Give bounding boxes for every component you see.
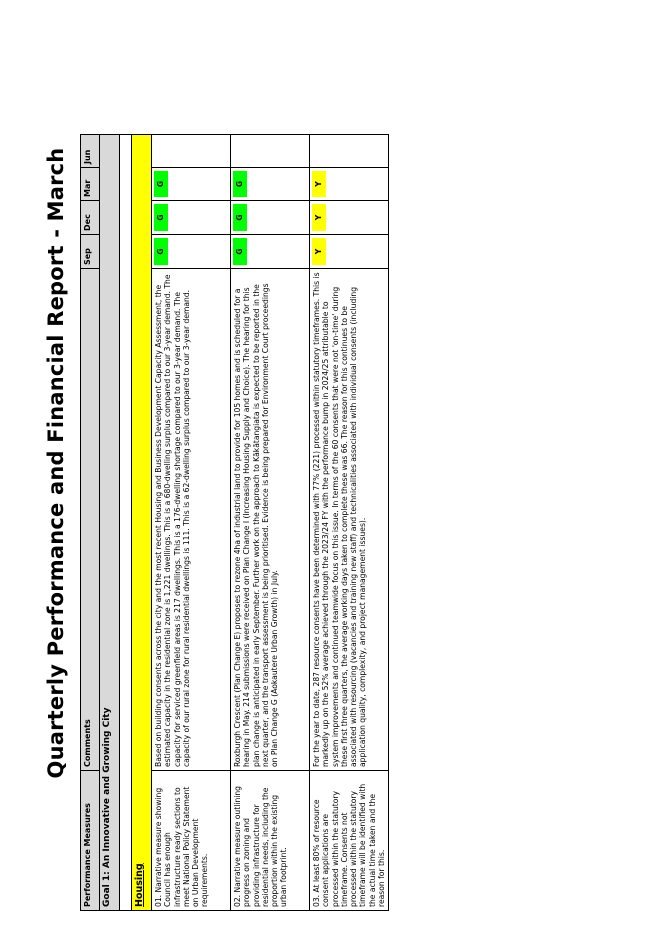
table-row <box>152 135 231 911</box>
rating-badge: G <box>154 204 168 231</box>
rating-badge: Y <box>312 171 326 197</box>
section-heading: Housing <box>132 135 152 911</box>
rating-cell-mar <box>231 168 310 201</box>
rating-cell-sep <box>231 235 310 269</box>
rating-cell-jun <box>231 135 310 168</box>
col-header-comments: Comments <box>81 269 100 771</box>
col-header-sep: Sep <box>81 235 100 269</box>
comment-cell: For the year to date, 287 resource consents have been determined with 77% (221) processed within statutory timeframes. This is markedly up on the 52% average achieved through the 2023/24 FY with the performance bump in 2024/25 attributable to system improvements and continued teamwide focus on this issue. In terms of the 60 consents that were not 'on-time' during these first three quarters, the average working days taken to complete these was 66. The reason for this continues to be associated with resourcing (vacancies and training new staff) and technicalities associated with individual consents (including application quality, complexity, and project management issues). <box>310 269 389 771</box>
rating-badge: G <box>154 171 168 197</box>
rating-cell-dec <box>152 201 231 235</box>
performance-table <box>80 134 389 911</box>
col-header-jun: Jun <box>81 135 100 168</box>
goal-row <box>100 135 120 911</box>
measure-cell: 03. At least 80% of resource consent applications are processed within the statutory timeframe. Consents not processed within the statutory timeframe will be identified with the actual time taken and the reason for this. <box>310 771 389 911</box>
rating-badge: G <box>233 171 247 197</box>
rating-cell-mar <box>152 168 231 201</box>
table-header-row <box>81 135 100 911</box>
rating-badge: G <box>233 204 247 231</box>
comment-cell: Based on building consents across the city and the most recent Housing and Business Development Capacity Assessment, the estimated capacity in the residential zone is 1,221 dwellings. This is a 680-dwelling surplus compared to our 3-year demand. The capacity for serviced greenfield areas is 217 dwellings. This is a 176-dwelling shortage compared to our 3-year demand. The capacity of our rural zone for rural residential dwellings is 111. This is a 62-dwelling surplus compared to our 3-year demand. <box>152 269 231 771</box>
rating-cell-sep <box>310 235 389 269</box>
comment-cell: Roxburgh Crescent (Plan Change E) proposes to rezone 4ha of industrial land to provide for 105 homes and is scheduled for a hearing in May. 214 submissions were received on Plan Change I (Increasing Housing Supply and Choice). The hearing for this plan change is anticipated in early September. Further work on the approach to Kākātangiata is expected to be reported in the next quarter, and the transport assessment is being prioritised. Evidence is being prepared for Environment Court proceedings on Plan Change G (Aokautere Urban Growth) in July. <box>231 269 310 771</box>
col-header-dec: Dec <box>81 201 100 235</box>
spacer-row <box>120 135 132 911</box>
table-row <box>231 135 310 911</box>
rating-badge: Y <box>312 204 326 231</box>
section-row <box>132 135 152 911</box>
measure-cell: 02. Narrative measure outlining progress on zoning and providing infrastructure for residential needs, including the proportion within the existing urban footprint. <box>231 771 310 911</box>
rating-badge: Y <box>312 238 326 265</box>
rating-badge: G <box>154 238 168 265</box>
rating-cell-dec <box>231 201 310 235</box>
rating-cell-sep <box>152 235 231 269</box>
table-row <box>310 135 389 911</box>
col-header-mar: Mar <box>81 168 100 201</box>
rating-cell-jun <box>310 135 389 168</box>
report-title: Quarterly Performance and Financial Report - March <box>44 147 68 779</box>
rating-cell-jun <box>152 135 231 168</box>
goal-heading: Goal 1: An Innovative and Growing City <box>100 135 120 911</box>
measure-cell: 01. Narrative measure showing Council has enough infrastructure ready sections to meet National Policy Statement on Urban Development requirements. <box>152 771 231 911</box>
rating-badge: G <box>233 238 247 265</box>
col-header-measures: Performance Measures <box>81 771 100 911</box>
rating-cell-mar <box>310 168 389 201</box>
rating-cell-dec <box>310 201 389 235</box>
